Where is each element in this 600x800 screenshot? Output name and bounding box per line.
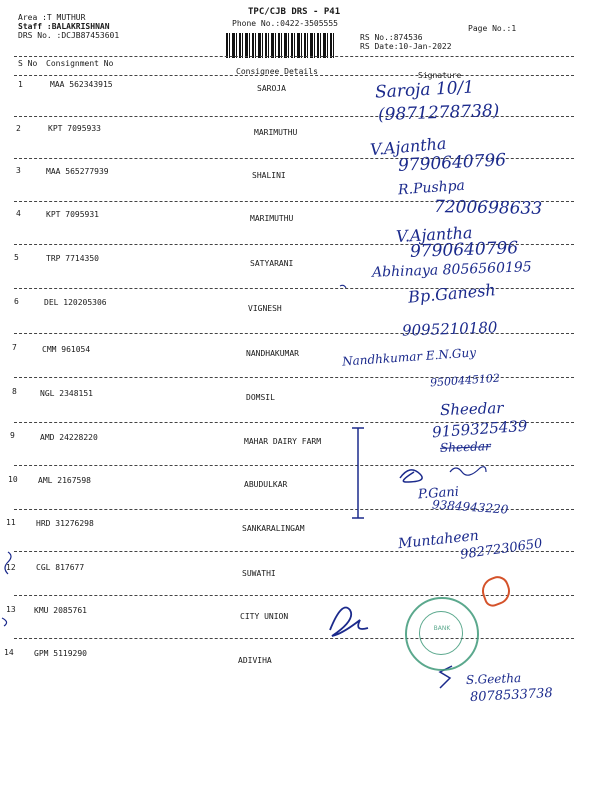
row-sno: 4	[16, 209, 21, 218]
stamp-text: BANK	[433, 625, 451, 632]
row-sno: 7	[12, 343, 17, 352]
signature-handwriting: R.Pushpa	[397, 177, 466, 199]
signature-handwriting: 9827230650	[459, 536, 544, 563]
signature-handwriting: Sheedar	[439, 439, 491, 455]
row-sno: 3	[16, 166, 21, 175]
rs-date: RS Date:10-Jan-2022	[360, 42, 452, 51]
row-consignee: DOMSIL	[246, 393, 275, 402]
signature-handwriting: 9384943220	[431, 497, 509, 517]
row-sno: 10	[8, 475, 18, 484]
row-sno: 14	[4, 648, 14, 657]
stray-mark	[340, 285, 346, 288]
column-header-sno: S No	[18, 59, 38, 68]
drs-number: DRS No. :DCJB87453601	[18, 31, 120, 40]
row-sno: 2	[16, 124, 21, 133]
row-consignee: MARIMUTHU	[254, 128, 298, 137]
margin-mark	[5, 552, 11, 574]
signature-handwriting: Bp.Ganesh	[407, 280, 497, 307]
signature-handwriting: Muntaheen	[397, 527, 480, 553]
row-consignment: HRD 31276298	[36, 519, 94, 528]
row-sno: 12	[6, 563, 16, 572]
stamp-ring	[419, 611, 463, 655]
document-title: TPC/CJB DRS - P41	[248, 7, 341, 17]
signature-handwriting: Sheedar	[439, 398, 504, 420]
signature-handwriting: S.Geetha	[465, 671, 522, 687]
row-consignee: VIGNESH	[248, 304, 282, 313]
row-consignment: DEL 120205306	[44, 298, 107, 307]
bank-stamp	[405, 597, 479, 671]
row-consignee: ADIVIHA	[238, 656, 272, 665]
row-consignee: SAROJA	[257, 84, 286, 93]
row-consignee: SATYARANI	[250, 259, 294, 268]
phone-number: Phone No.:0422-3505555	[232, 19, 338, 28]
row-consignment: MAA 562343915	[50, 80, 113, 89]
row-sno: 5	[14, 253, 19, 262]
signature-handwriting: 9500445102	[429, 371, 501, 390]
row-sno: 1	[18, 80, 23, 89]
row-consignee: MAHAR DAIRY FARM	[244, 437, 322, 446]
row-consignee: SHALINI	[252, 171, 286, 180]
page-number: Page No.:1	[468, 24, 517, 33]
signature-scribble	[400, 470, 422, 482]
signature-handwriting: Saroja 10/1	[374, 77, 475, 103]
row-consignment: KPT 7095933	[48, 124, 101, 133]
row-sno: 8	[12, 387, 17, 396]
staff-label: Staff :BALAKRISHNAN	[18, 22, 110, 31]
signature-handwriting: Nandhkumar E.N.Guy	[341, 345, 477, 369]
signature-handwriting: V.Ajantha	[369, 133, 448, 160]
signature-handwriting: 9790640796	[397, 150, 507, 176]
row-consignee: ABUDULKAR	[244, 480, 288, 489]
signature-handwriting: Abhinaya 8056560195	[371, 259, 532, 281]
signature-handwriting: P.Gani	[417, 484, 460, 503]
signature-handwriting: 9095210180	[401, 318, 498, 340]
area-label: Area :T MUTHUR	[18, 13, 86, 22]
row-consignment: GPM 5119290	[34, 649, 87, 658]
row-consignment: MAA 565277939	[46, 167, 109, 176]
margin-mark	[2, 618, 7, 626]
row-sno: 9	[10, 431, 15, 440]
row-consignment: AMD 24228220	[40, 433, 98, 442]
row-consignee: NANDHAKUMAR	[246, 349, 299, 358]
row-sno: 6	[14, 297, 19, 306]
signature-handwriting: 9159325439	[431, 416, 528, 442]
row-consignment: CMM 961054	[42, 345, 91, 354]
signature-handwriting: (9871278738)	[377, 100, 500, 126]
row-sno: 11	[6, 518, 16, 527]
row-consignment: KMU 2085761	[34, 606, 87, 615]
row-sno: 13	[6, 605, 16, 614]
row-consignment: CGL 817677	[36, 563, 85, 572]
row-consignment: TRP 7714350	[46, 254, 99, 263]
row-consignment: NGL 2348151	[40, 389, 93, 398]
signature-scribble	[450, 467, 486, 476]
column-header-consignee: Consignee Details	[236, 67, 318, 76]
signature-handwriting: 9790640796	[409, 238, 519, 262]
rs-number: RS No.:874536	[360, 33, 423, 42]
column-header-signature: Signature	[418, 71, 462, 80]
row-consignee: CITY UNION	[240, 612, 289, 621]
signature-handwriting: 8078533738	[469, 685, 554, 706]
row-consignment: KPT 7095931	[46, 210, 99, 219]
row-consignment: AML 2167598	[38, 476, 91, 485]
row-consignee: SUWATHI	[242, 569, 276, 578]
signature-handwriting: 7200698633	[433, 197, 543, 219]
signature-handwriting: V.Ajantha	[395, 223, 473, 246]
row-consignee: MARIMUTHU	[250, 214, 294, 223]
column-header-consignment: Consignment No	[46, 59, 114, 68]
row-consignee: SANKARALINGAM	[242, 524, 305, 533]
signature-scribble	[330, 608, 368, 637]
